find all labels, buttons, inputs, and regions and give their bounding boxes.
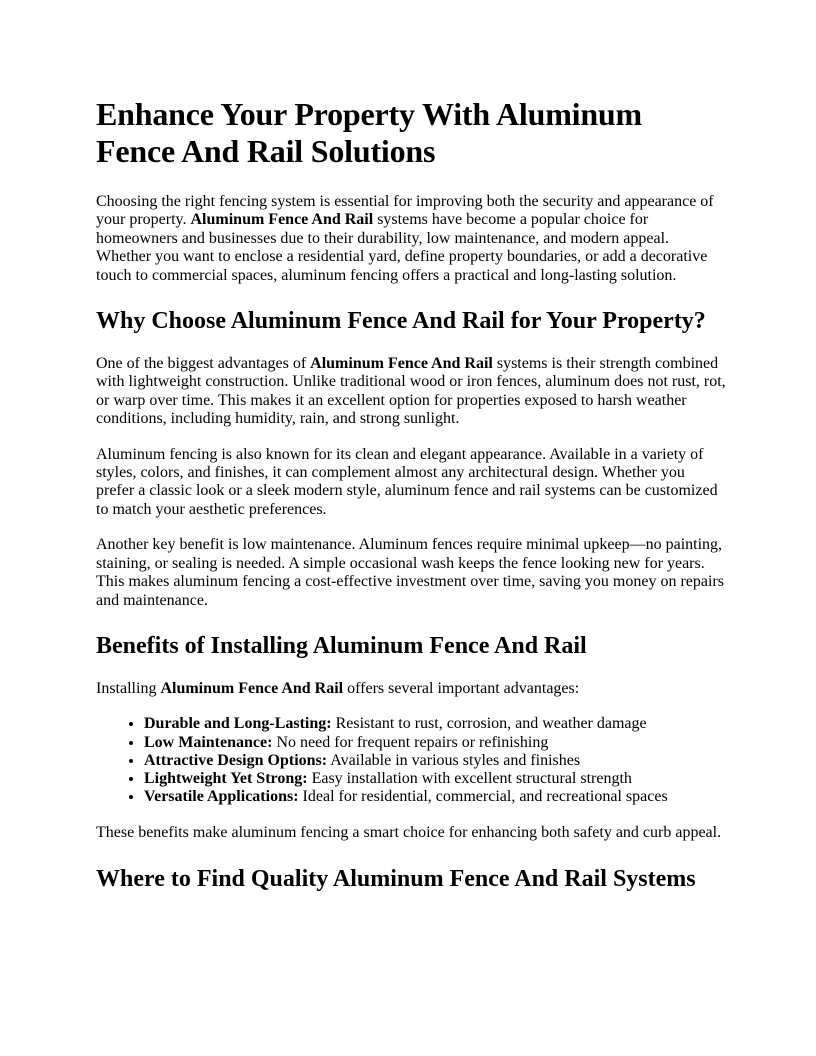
- why-paragraph-3: Another key benefit is low maintenance. Aluminum fences require minimal upkeep—no painting, staining, or sealing is needed. A simple occasional wash keeps the fence looking new for years. This makes aluminum fencing a cost-effective investment over time, saving you money on repairs and maintenance.: [96, 536, 724, 609]
- list-item-text: Ideal for residential, commercial, and recreational spaces: [298, 788, 668, 806]
- list-item: [144, 715, 726, 733]
- list-item: [144, 752, 726, 770]
- list-item-text: No need for frequent repairs or refinishing: [272, 733, 549, 751]
- why-p1-end: systems is their strength combined with lightweight construction. Unlike traditional wood or iron fences, aluminum does not rust, rot, or warp over time. This makes it an excellent option for properties exposed to harsh weather conditions, including humidity, rain, and strong sunlight.: [96, 355, 726, 428]
- list-item: [144, 734, 726, 752]
- intro-paragraph: [96, 193, 726, 285]
- benefits-intro: [96, 680, 726, 698]
- benefits-intro-start: Installing: [96, 679, 161, 697]
- intro-text-end: systems have become a popular choice for homeowners and businesses due to their durability, low maintenance, and modern appeal. Whether you want to enclose a residential yard, define property boundaries, or add a decorative touch to commercial spaces, aluminum fencing offers a practical and long-lasting solution.: [96, 211, 708, 284]
- intro-text-start: Choosing the right fencing system is essential for improving both the security and appearance of your property.: [96, 193, 714, 229]
- why-heading: Why Choose Aluminum Fence And Rail for Your Property?: [96, 308, 706, 335]
- benefits-heading: Benefits of Installing Aluminum Fence And Rail: [96, 632, 587, 659]
- benefits-intro-bold-term: Aluminum Fence And Rail: [160, 679, 344, 697]
- why-p1-start: One of the biggest advantages of: [96, 355, 311, 373]
- where-heading: Where to Find Quality Aluminum Fence And Rail Systems: [96, 865, 696, 892]
- document-page: [96, 96, 726, 913]
- why-paragraph-2: Aluminum fencing is also known for its clean and elegant appearance. Available in a variety of styles, colors, and finishes, it can complement almost any architectural design. Whether you prefer a classic look or a sleek modern style, aluminum fence and rail systems can be customized to match your aesthetic preferences.: [96, 445, 718, 518]
- list-item-label: Lightweight Yet Strong:: [144, 769, 308, 787]
- list-item-text: Available in various styles and finishes: [327, 751, 581, 769]
- list-item-label: Low Maintenance:: [144, 733, 273, 751]
- why-p1-bold-term: Aluminum Fence And Rail: [310, 355, 493, 373]
- list-item-text: Easy installation with excellent structural strength: [307, 769, 632, 787]
- list-item-label: Durable and Long-Lasting:: [144, 715, 332, 733]
- benefits-list: [96, 715, 726, 806]
- list-item-label: Attractive Design Options:: [144, 751, 328, 769]
- benefits-intro-end: offers several important advantages:: [343, 679, 580, 697]
- list-item: [144, 770, 726, 788]
- benefits-closing: These benefits make aluminum fencing a smart choice for enhancing both safety and curb appeal.: [96, 824, 722, 842]
- list-item-label: Versatile Applications:: [144, 788, 299, 806]
- page-title: Enhance Your Property With Aluminum Fence And Rail Solutions: [96, 96, 642, 169]
- list-item: [144, 788, 726, 806]
- list-item-text: Resistant to rust, corrosion, and weather damage: [331, 715, 647, 733]
- intro-bold-term: Aluminum Fence And Rail: [190, 211, 374, 229]
- why-paragraph-1: [96, 355, 726, 429]
